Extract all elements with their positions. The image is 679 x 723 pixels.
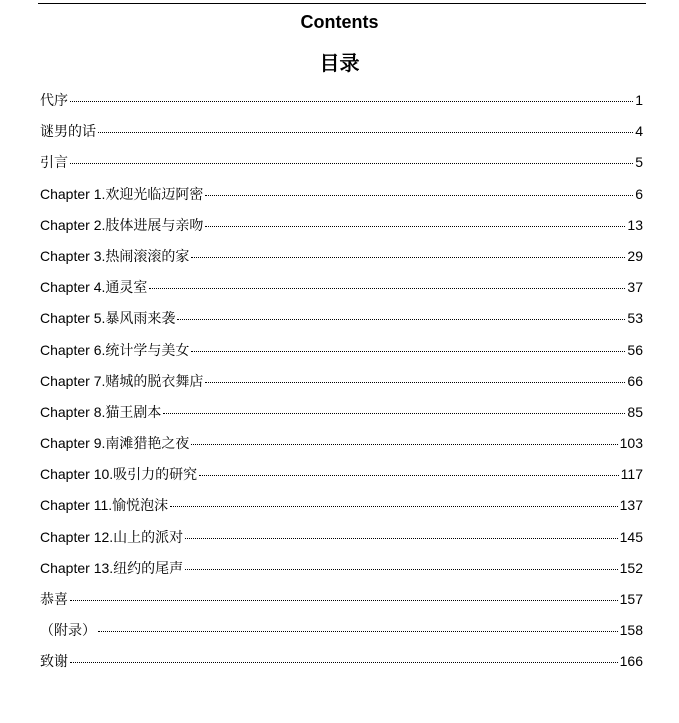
toc-entry-label: Chapter 5.暴风雨来袭 xyxy=(40,310,176,327)
toc-entry[interactable] xyxy=(40,151,643,182)
toc-entry-label: 谜男的话 xyxy=(40,123,96,140)
toc-entry-page-number: 66 xyxy=(627,372,643,389)
toc-entry-label: Chapter 6.统计学与美女 xyxy=(40,341,190,358)
toc-entry-label: Chapter 2.肢体进展与亲吻 xyxy=(40,216,204,233)
toc-entry-page-number: 6 xyxy=(635,185,643,202)
toc-entry-page-number: 37 xyxy=(627,279,643,296)
dot-leader xyxy=(191,351,625,352)
toc-entry[interactable] xyxy=(40,401,643,432)
toc-entry[interactable] xyxy=(40,183,643,214)
toc-entry-page-number: 152 xyxy=(619,559,643,576)
toc-entry-label: 致谢 xyxy=(40,653,68,670)
dot-leader xyxy=(205,226,625,227)
dot-leader xyxy=(185,538,617,539)
dot-leader xyxy=(191,444,617,445)
page-title-english: Contents xyxy=(300,12,379,32)
dot-leader xyxy=(205,195,633,196)
dot-leader xyxy=(205,382,625,383)
toc-entry-label: Chapter 9.南滩猎艳之夜 xyxy=(40,435,190,452)
toc-entry-page-number: 145 xyxy=(619,528,643,545)
toc-entry[interactable] xyxy=(40,494,643,525)
toc-entry-label: Chapter 8.猫王剧本 xyxy=(40,403,162,420)
page-title-chinese: 目录 xyxy=(319,51,360,75)
toc-entry-page-number: 53 xyxy=(627,310,643,327)
toc-entry[interactable] xyxy=(40,339,643,370)
toc-entry-label: Chapter 11.愉悦泡沫 xyxy=(40,497,169,514)
toc-entry[interactable] xyxy=(40,588,643,619)
dot-leader xyxy=(199,475,619,476)
dot-leader xyxy=(70,662,618,663)
toc-entry-label: 恭喜 xyxy=(40,591,68,607)
toc-entry-page-number: 157 xyxy=(619,591,643,607)
toc-entry[interactable] xyxy=(40,276,643,307)
toc-entry[interactable] xyxy=(40,526,643,557)
toc-entry-page-number: 117 xyxy=(620,466,643,483)
dot-leader xyxy=(163,413,625,414)
toc-entry[interactable] xyxy=(40,245,643,276)
dot-leader xyxy=(70,101,633,102)
toc-entry-page-number: 13 xyxy=(627,216,643,233)
toc-entry-label: （附录） xyxy=(40,622,96,639)
toc-entry-page-number: 137 xyxy=(619,497,643,514)
toc-entry-page-number: 85 xyxy=(627,403,643,420)
toc-entry-label: Chapter 1.欢迎光临迈阿密 xyxy=(40,185,204,202)
toc-entry-page-number: 56 xyxy=(627,341,643,358)
toc-entry-label: Chapter 4.通灵室 xyxy=(40,279,148,296)
toc-entry-page-number: 5 xyxy=(635,154,643,171)
toc-entry-label: 引言 xyxy=(40,154,68,171)
dot-leader xyxy=(191,257,625,258)
toc-entry-page-number: 103 xyxy=(619,435,643,452)
toc-entry[interactable] xyxy=(40,650,643,681)
toc-entry-label: Chapter 10.吸引力的研究 xyxy=(40,466,198,483)
dot-leader xyxy=(70,163,633,164)
dot-leader xyxy=(98,631,618,632)
toc-entry[interactable] xyxy=(40,370,643,401)
dot-leader xyxy=(170,506,618,507)
toc-entry-page-number: 166 xyxy=(619,653,643,670)
dot-leader xyxy=(70,600,618,601)
toc-entry-label: Chapter 13.纽约的尾声 xyxy=(40,559,184,576)
toc-entry[interactable] xyxy=(40,307,643,338)
toc-entry[interactable] xyxy=(40,463,643,494)
toc-entry[interactable] xyxy=(40,89,643,120)
toc-entry[interactable] xyxy=(40,557,643,588)
dot-leader xyxy=(185,569,617,570)
toc-entry-page-number: 29 xyxy=(627,247,643,264)
dot-leader xyxy=(177,319,625,320)
top-rule xyxy=(38,3,646,4)
toc-entry-label: Chapter 12.山上的派对 xyxy=(40,528,184,545)
toc-entry-page-number: 1 xyxy=(635,92,643,108)
toc-entry-page-number: 158 xyxy=(619,622,643,639)
toc-entry[interactable] xyxy=(40,619,643,650)
toc-entry[interactable] xyxy=(40,120,643,151)
dot-leader xyxy=(98,132,633,133)
toc-entry-label: Chapter 3.热闹滚滚的家 xyxy=(40,247,190,264)
toc-entry-page-number: 4 xyxy=(635,123,643,140)
toc-entry[interactable] xyxy=(40,214,643,245)
toc-entry-label: Chapter 7.赌城的脱衣舞店 xyxy=(40,372,204,389)
toc-entry[interactable] xyxy=(40,432,643,463)
dot-leader xyxy=(149,288,625,289)
toc-entry-label: 代序 xyxy=(40,92,68,108)
table-of-contents xyxy=(40,89,643,682)
